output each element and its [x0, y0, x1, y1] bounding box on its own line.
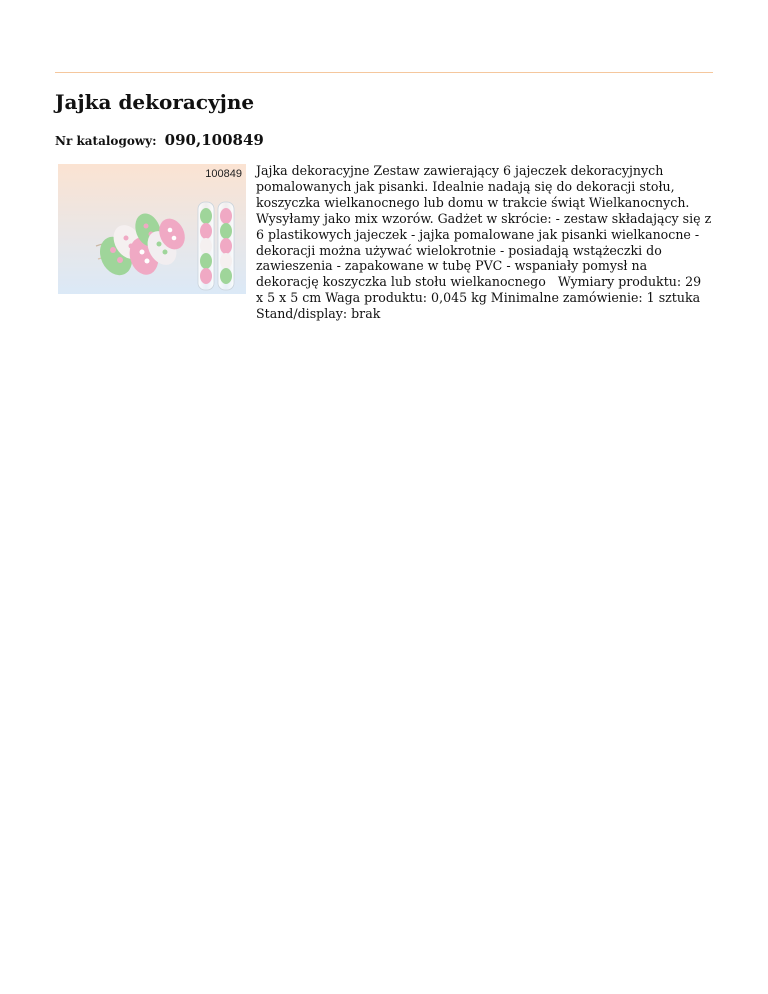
catalog-number-label: Nr katalogowy:	[55, 134, 157, 148]
image-code-text: 100849	[205, 168, 242, 180]
catalog-number-value: 090,100849	[164, 131, 264, 149]
pvc-tube-left	[198, 202, 214, 290]
header-divider	[55, 72, 713, 73]
product-image	[58, 164, 246, 294]
catalog-number-line	[55, 130, 264, 149]
page-title: Jajka dekoracyjne	[55, 90, 255, 114]
pvc-tube-right	[218, 202, 234, 290]
product-description: Jajka dekoracyjne Zestaw zawierający 6 jajeczek dekoracyjnych pomalowanych jak pisanki. Idealnie nadają się do dekoracji stołu, koszyczka wielkanocnego lub domu w trakcie świąt Wielkanocnych. Wysyłamy jako mix wzorów. Gadżet w skrócie: - zestaw składający się z 6 plastikowych jajeczek - jajka pomalowane jak pisanki wielkanocne - dekoracji można używać wielokrotnie - posiadają wstążeczki do zawieszenia - zapakowane w tubę PVC - wspaniały pomysł na dekorację koszyczka lub stołu wielkanocnego Wymiary produktu: 29 x 5 x 5 cm Waga produktu: 0,045 kg Minimalne zamówienie: 1 sztuka Stand/display: brak	[256, 163, 716, 322]
